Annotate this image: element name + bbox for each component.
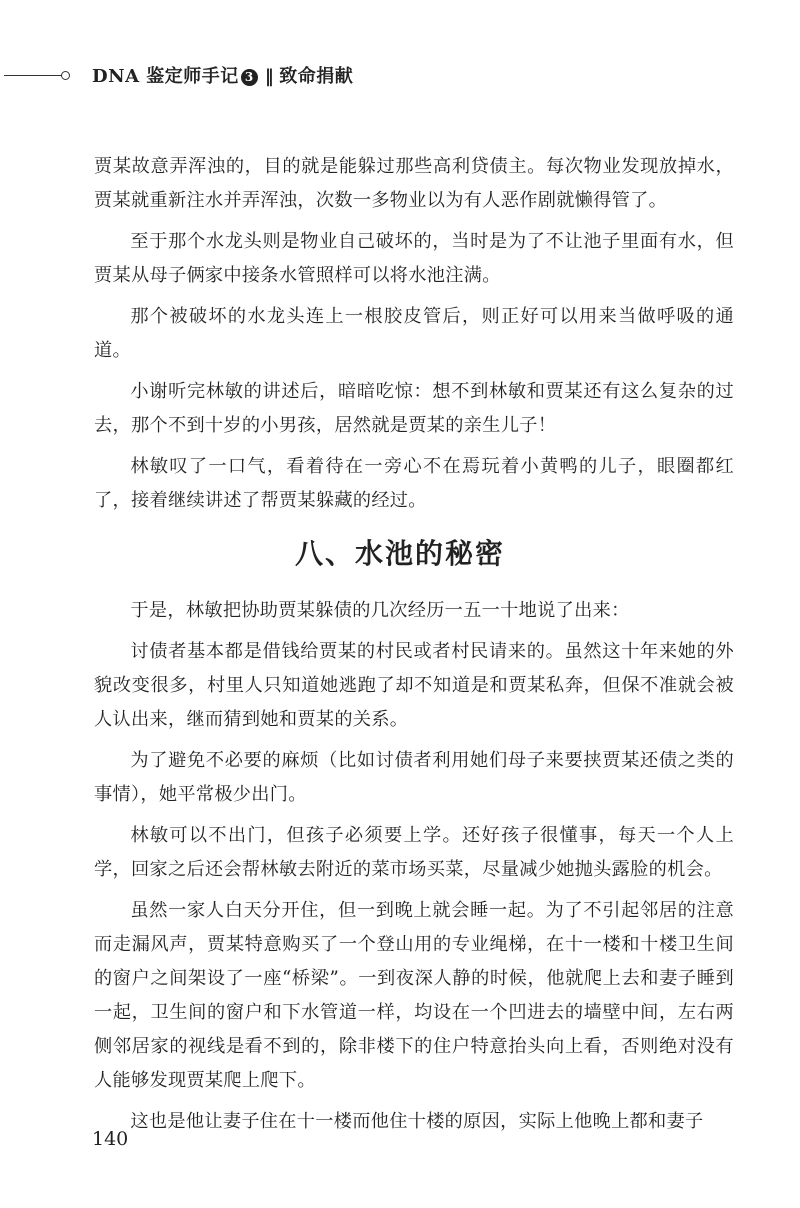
paragraph: 讨债者基本都是借钱给贾某的村民或者村民请来的。虽然这十年来她的外貌改变很多，村里人只知道她逃跑了却不知道是和贾某私奔，但保不准就会被人认出来，继而猜到她和贾某的关系。 [94,641,734,730]
book-subtitle: 致命捐献 [279,66,354,87]
book-title: DNA 鉴定师手记 [92,66,239,87]
header-separator: ‖ [264,66,275,87]
paragraph: 至于那个水龙头则是物业自己破坏的，当时是为了不让池子里面有水，但贾某从母子俩家中接条水管照样可以将水池注满。 [94,231,734,286]
paragraph: 小谢听完林敏的讲述后，暗暗吃惊：想不到林敏和贾某还有这么复杂的过去，那个不到十岁的小男孩，居然就是贾某的亲生儿子！ [94,381,734,436]
running-header [0,62,800,92]
paragraph: 为了避免不必要的麻烦（比如讨债者利用她们母子来要挟贾某还债之类的事情），她平常极少出门。 [94,750,734,805]
header-text [92,62,353,88]
header-rule [4,75,62,76]
volume-number-badge: 3 [241,69,258,86]
paragraph: 贾某故意弄浑浊的，目的就是能躲过那些高利贷债主。每次物业发现放掉水，贾某就重新注水并弄浑浊，次数一多物业以为有人恶作剧就懒得管了。 [94,156,734,211]
body-text-top [94,150,734,518]
paragraph: 那个被破坏的水龙头连上一根胶皮管后，则正好可以用来当做呼吸的通道。 [94,306,734,361]
paragraph: 这也是他让妻子住在十一楼而他住十楼的原因，实际上他晚上都和妻子 [130,1111,704,1132]
page-number: 140 [92,1128,129,1150]
paragraph: 林敏叹了一口气，看着待在一旁心不在焉玩着小黄鸭的儿子，眼圈都红了，接着继续讲述了帮贾某躲藏的经过。 [94,456,734,511]
body-text-bottom [94,594,734,1139]
header-circle-ornament [61,71,70,80]
paragraph: 虽然一家人白天分开住，但一到晚上就会睡一起。为了不引起邻居的注意而走漏风声，贾某特意购买了一个登山用的专业绳梯，在十一楼和十楼卫生间的窗户之间架设了一座“桥梁”。一到夜深人静的时候，他就爬上去和妻子睡到一起，卫生间的窗户和下水管道一样，均设在一个凹进去的墙壁中间，左右两侧邻居家的视线是看不到的，除非楼下的住户特意抬头向上看，否则绝对没有人能够发现贾某爬上爬下。 [94,900,734,1091]
paragraph: 林敏可以不出门，但孩子必须要上学。还好孩子很懂事，每天一个人上学，回家之后还会帮林敏去附近的菜市场买菜，尽量减少她抛头露脸的机会。 [94,825,734,880]
paragraph: 于是，林敏把协助贾某躲债的几次经历一五一十地说了出来： [130,600,630,621]
section-title: 八、水池的秘密 [294,537,505,570]
